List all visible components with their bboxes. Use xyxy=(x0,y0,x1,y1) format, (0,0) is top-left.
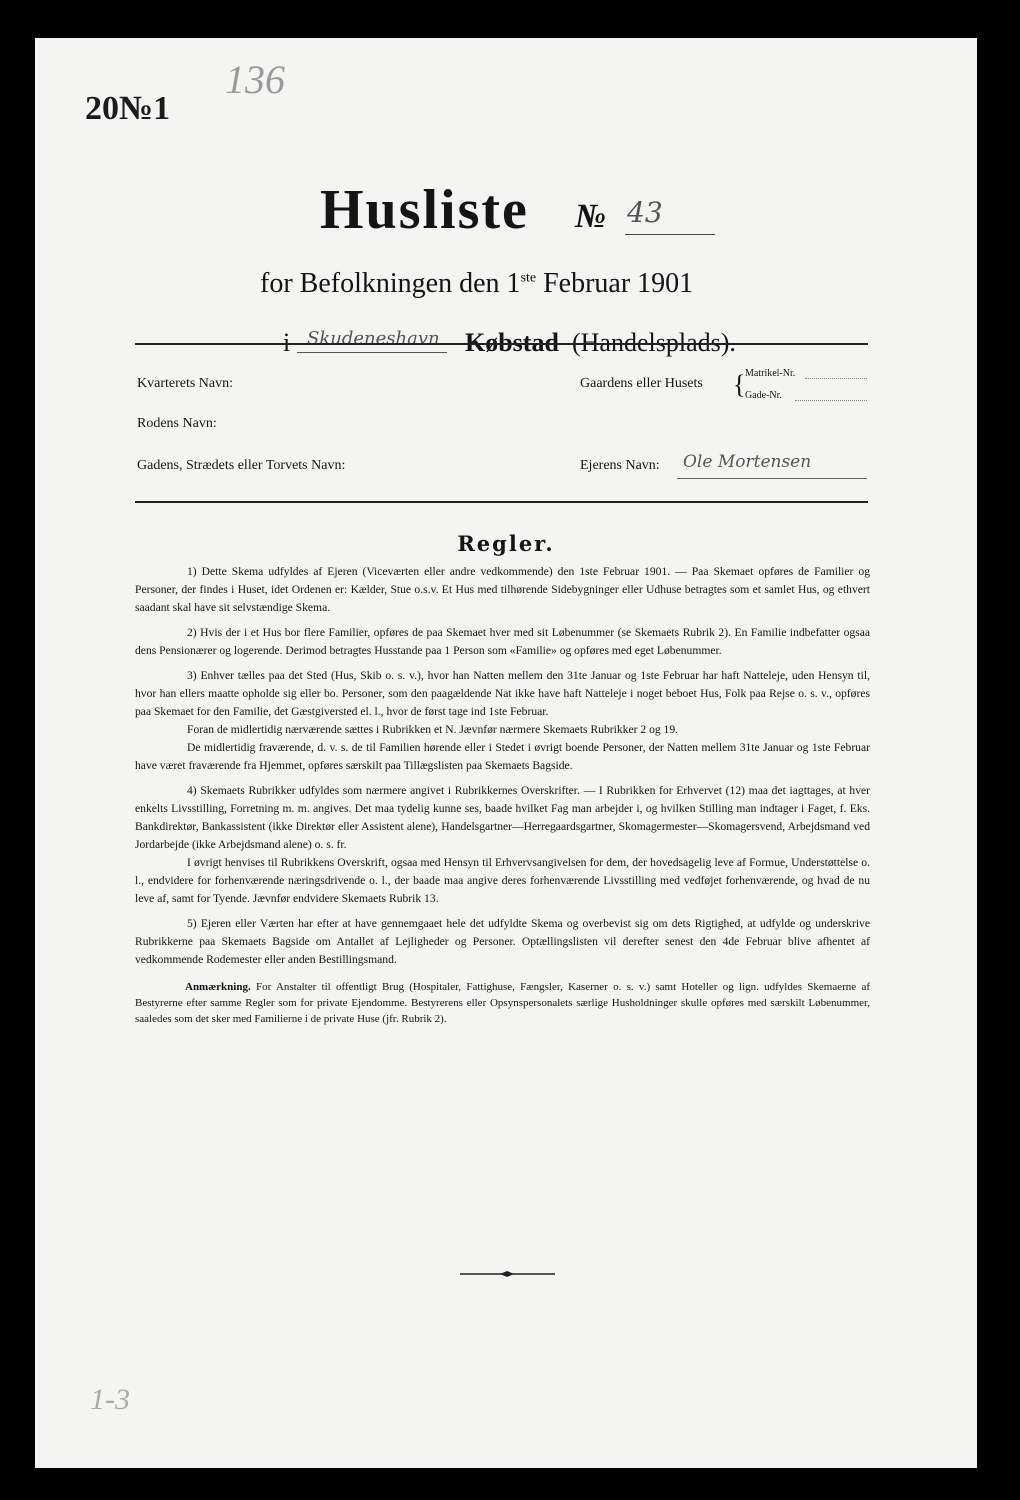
place-prefix: i xyxy=(283,328,291,357)
ornament-divider xyxy=(460,1271,555,1277)
pencil-annotation-bottom: 1-3 xyxy=(90,1383,130,1416)
stamp-number: 20№1 xyxy=(85,90,171,127)
subtitle-date: for Befolkningen den 1ste Februar 1901 xyxy=(260,268,694,299)
note-text: For Anstalter til offentligt Brug (Hospitaler, Fattighuse, Fængsler, Kaserner o. s. v.) samt Hoteller og lign. udfyldes Skemaerne af Bestyrerne efter samme Regler som for private Ejendomme. Bestyrerens eller Opsynspersonalets særlige Husholdninger skulle opføres med særskilt Løbenummer, saaledes som det sker med Familierne i de private Huse (jfr. Rubrik 2). xyxy=(135,981,870,1025)
gade-nr-dotted-line xyxy=(795,400,867,401)
matrikel-dotted-line xyxy=(805,378,867,379)
number-underline xyxy=(625,234,715,235)
town-type-paren: (Handelsplads). xyxy=(572,328,736,357)
field-gaden-label: Gadens, Strædets eller Torvets Navn: xyxy=(137,458,346,473)
place-underline xyxy=(297,352,447,353)
note-label: Anmærkning. xyxy=(185,981,251,993)
rule-2: 2) Hvis der i et Hus bor flere Familier, opføres de paa Skemaet hver med sit Løbenummer (se Skemaets Rubrik 2). En Familie indbefatter ogsaa dens Pensionærer og logerende. Derimod betragtes Husstande paa 1 Person som «Familie» og opføres med eget Løbenummer. xyxy=(135,626,870,657)
divider-bottom xyxy=(135,501,868,503)
owner-underline xyxy=(677,478,867,479)
rule-3: 3) Enhver tælles paa det Sted (Hus, Skib o. s. v.), hvor han Natten mellem den 31te Januar og 1ste Februar har haft Natteleje, uden Hensyn til, hvor han ellers maatte opholde sig eller bo. Personer, som den paagældende Nat ikke have haft Natteleje i noget beboet Hus, Folk paa Rejse o. s. v., opføres paa Skemaet for den Familie, det Gæstgiversted el. l., hvor de først tage ind 1ste Februar. xyxy=(135,669,870,718)
rule-4: 4) Skemaets Rubrikker udfyldes som nærmere angivet i Rubrikkernes Overskrifter. — I Rubrikken for Erhvervet (12) maa det iagttages, at hver enkelts Livsstilling, Forretning m. m. angives. Det maa tydelig kunne ses, baade hvilket Fag man arbejder i, og hvilken Stilling man indtager i Faget, f. Eks. Bankdirektør, Bankassistent (ikke Direktør eller Assistent alene), Handelsgartner—Herregaardsgartner, Skomagermester—Skomagersvend, Arbejdsmand ved Jordarbejde (ikke Arbejdsmand alene) o. s. fr. xyxy=(135,784,870,851)
rule-3-fravaerende: De midlertidig fraværende, d. v. s. de til Familien hørende eller i Stedet i øvrigt boende Personer, der Natten mellem 31te Januar og 1ste Februar have været fraværende fra Hjemmet, opføres særskilt paa Tillægslisten paa Skemaets Bagside. xyxy=(135,741,870,772)
brace: { xyxy=(733,370,746,399)
pencil-annotation-top: 136 xyxy=(225,57,285,102)
rules-heading: Regler. xyxy=(457,531,555,556)
rules-body xyxy=(135,563,870,1034)
number-symbol: № xyxy=(575,198,607,235)
field-gaarden-label: Gaardens eller Husets xyxy=(580,376,703,391)
page-title: Husliste xyxy=(320,179,529,241)
divider-top xyxy=(135,343,868,345)
rule-1: 1) Dette Skema udfyldes af Ejeren (Viceværten eller andre vedkommende) den 1ste Februar 1901. — Paa Skemaet opføres de Familier og Personer, der findes i Huset, idet Ordenen er: Kælder, Stue o.s.v. Et Hus med tilhørende Sidebygninger eller Udhuse betragtes som et samlet Hus, og ethvert saadant skal have sit selvstændige Skema. xyxy=(135,565,870,614)
note xyxy=(135,979,870,1027)
field-gade-nr-label: Gade-Nr. xyxy=(745,390,782,401)
rule-4-oevrigt: I øvrigt henvises til Rubrikkens Overskrift, ogsaa med Hensyn til Erhvervsangivelsen for dem, der hovedsagelig leve af Formue, Understøttelse o. l., endvidere for forhenværende næringsdrivende o. l., der baade maa angive deres forhenværende Livsstilling med vedføjet forhenværende, og hvad de nu leve af, samt for Tyende. Jævnfør endvidere Skemaets Rubrik 13. xyxy=(135,856,870,905)
document-sheet xyxy=(35,38,977,1468)
town-type-bold: Købstad xyxy=(465,328,559,357)
owner-name-handwritten: Ole Mortensen xyxy=(683,452,812,472)
house-number-handwritten: 43 xyxy=(627,196,663,229)
place-handwritten: Skudeneshavn xyxy=(307,328,440,349)
field-kvarter-label: Kvarterets Navn: xyxy=(137,376,234,391)
field-ejer-label: Ejerens Navn: xyxy=(580,458,660,473)
rule-5: 5) Ejeren eller Værten har efter at have gennemgaaet hele det udfyldte Skema og overbevist sig om dets Rigtighed, at udfylde og underskrive Rubrikkerne paa Skemaets Bagside om Antallet af Lejligheder og Personer. Optællingslisten vil derefter senest den 4de Februar blive afhentet af vedkommende Rodemester eller anden Bestillingsmand. xyxy=(135,917,870,966)
field-matrikel-label: Matrikel-Nr. xyxy=(745,368,796,379)
rule-3-foran: Foran de midlertidig nærværende sættes i Rubrikken et N. Jævnfør nærmere Skemaets Rubrikker 2 og 19. xyxy=(187,723,679,736)
field-roden-label: Rodens Navn: xyxy=(137,416,217,431)
